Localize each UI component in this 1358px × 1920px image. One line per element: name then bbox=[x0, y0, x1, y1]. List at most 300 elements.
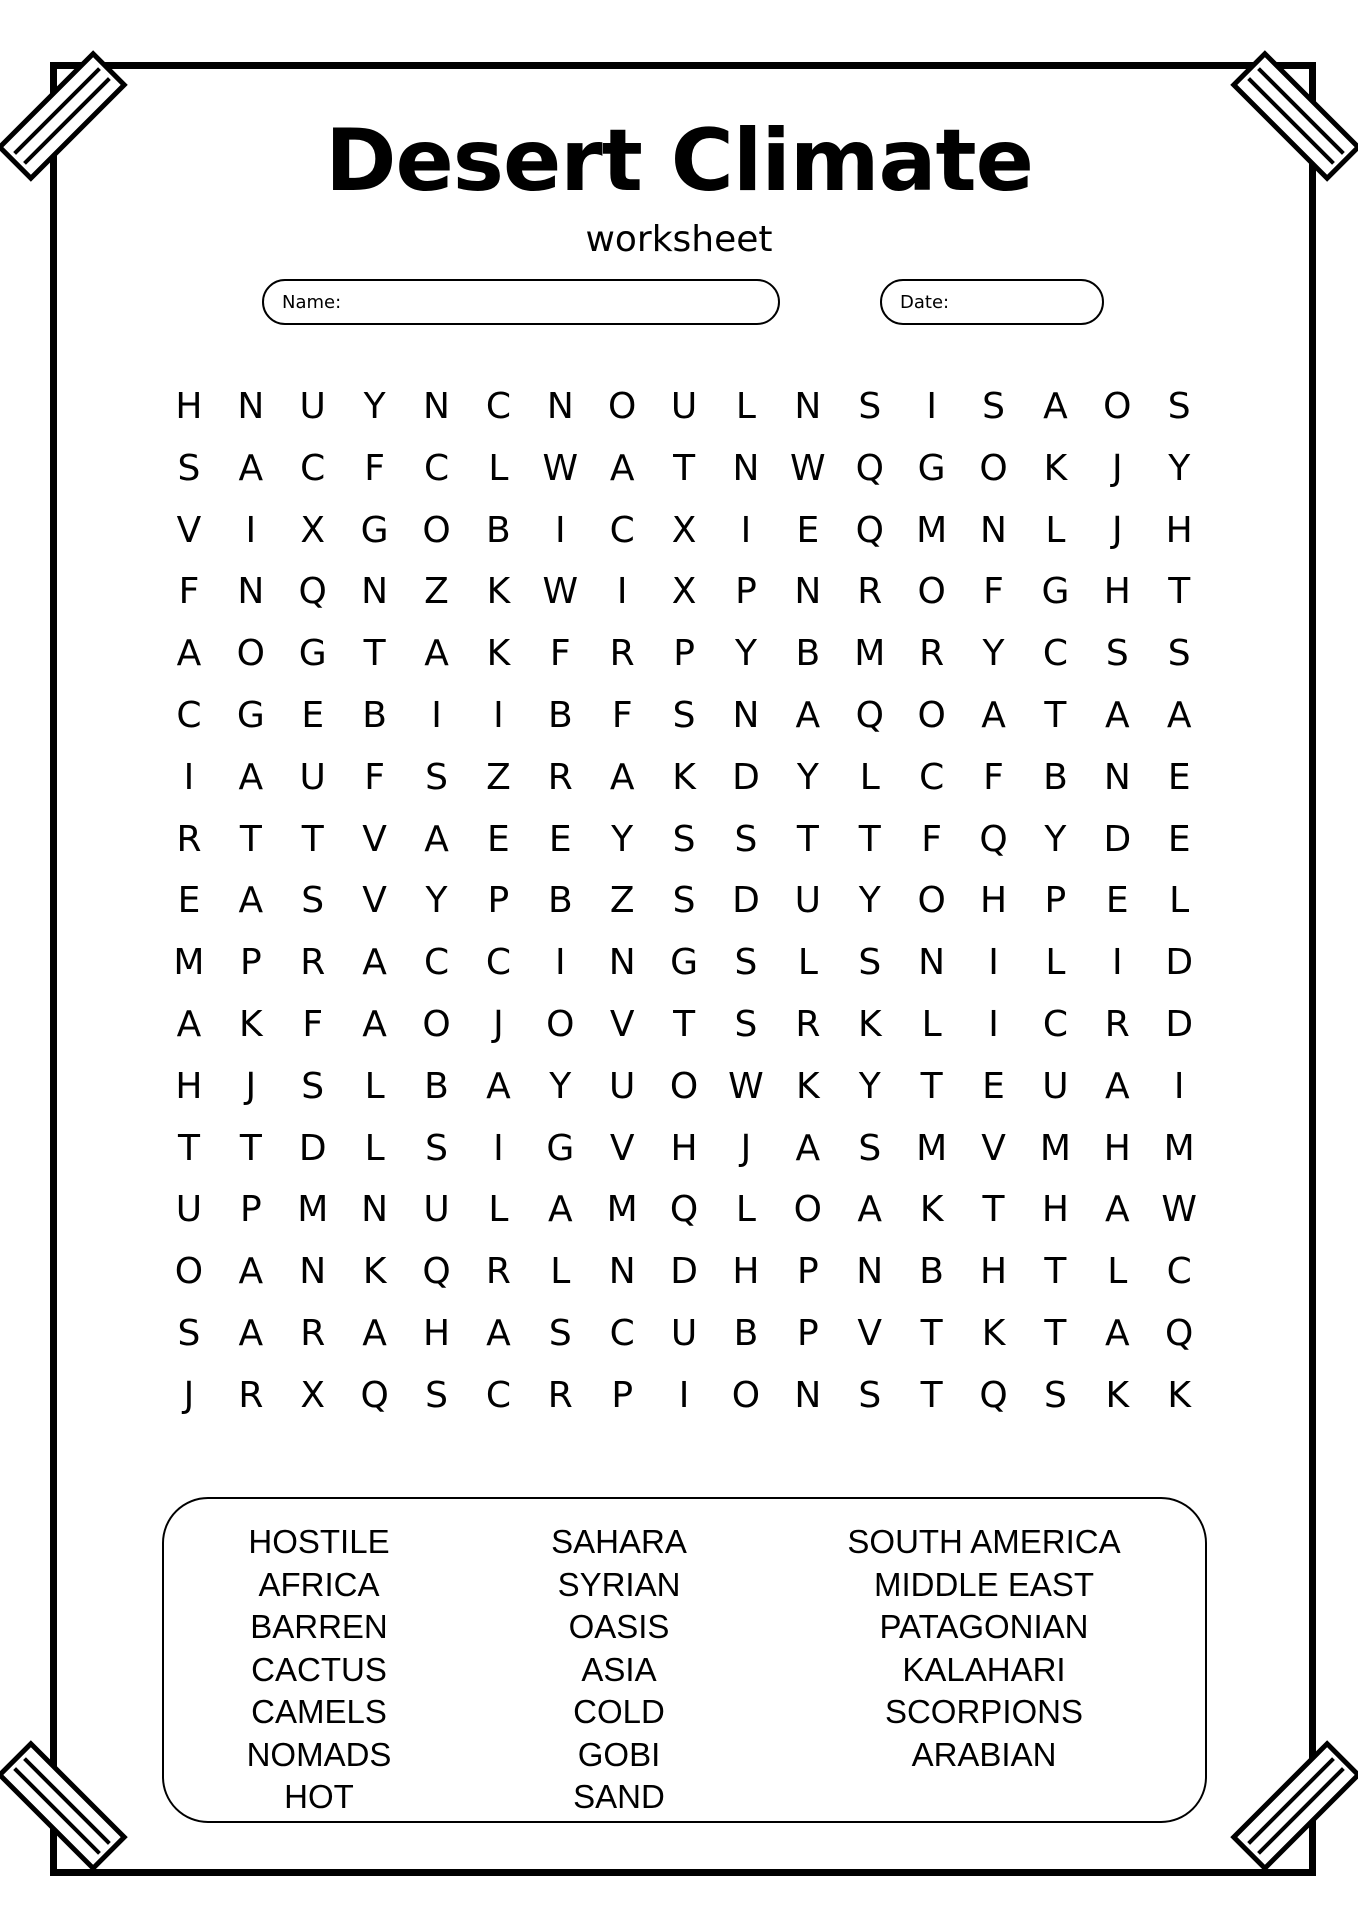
grid-letter[interactable]: M bbox=[1163, 1127, 1195, 1169]
grid-letter[interactable]: X bbox=[671, 571, 697, 613]
grid-letter[interactable]: S bbox=[548, 1312, 572, 1354]
grid-letter[interactable]: S bbox=[301, 880, 325, 922]
grid-letter[interactable]: S bbox=[425, 756, 448, 798]
grid-letter[interactable]: H bbox=[175, 1065, 203, 1107]
grid-letter[interactable]: P bbox=[735, 571, 757, 613]
grid-letter[interactable]: C bbox=[300, 447, 326, 489]
grid-letter[interactable]: J bbox=[493, 1003, 504, 1045]
grid-letter[interactable]: S bbox=[982, 386, 1005, 427]
grid-letter[interactable]: E bbox=[177, 880, 201, 922]
grid-letter[interactable]: V bbox=[362, 880, 387, 922]
grid-letter[interactable]: K bbox=[981, 1312, 1006, 1354]
grid-letter[interactable]: N bbox=[732, 694, 760, 736]
grid-letter[interactable]: H bbox=[1041, 1189, 1069, 1231]
grid-letter[interactable]: P bbox=[796, 1251, 819, 1293]
grid-letter[interactable]: E bbox=[301, 694, 325, 736]
grid-letter[interactable]: S bbox=[1167, 633, 1191, 675]
grid-letter[interactable]: R bbox=[795, 1003, 821, 1045]
grid-letter[interactable]: U bbox=[299, 386, 326, 427]
grid-letter[interactable]: B bbox=[486, 509, 511, 551]
grid-letter[interactable]: T bbox=[920, 1374, 943, 1416]
grid-letter[interactable]: Q bbox=[669, 1189, 699, 1231]
grid-letter[interactable]: I bbox=[493, 1127, 504, 1169]
grid-letter[interactable]: T bbox=[239, 818, 262, 860]
grid-letter[interactable]: V bbox=[981, 1127, 1006, 1169]
grid-letter[interactable]: J bbox=[1111, 509, 1123, 551]
grid-letter[interactable]: N bbox=[794, 571, 822, 613]
grid-letter[interactable]: A bbox=[609, 447, 635, 489]
grid-letter[interactable]: R bbox=[1104, 1003, 1130, 1045]
grid-letter[interactable]: F bbox=[921, 818, 942, 860]
grid-letter[interactable]: I bbox=[740, 509, 752, 551]
grid-letter[interactable]: A bbox=[176, 633, 202, 675]
grid-letter[interactable]: A bbox=[424, 818, 449, 860]
grid-letter[interactable]: T bbox=[920, 1312, 943, 1354]
grid-letter[interactable]: C bbox=[176, 694, 202, 736]
grid-letter[interactable]: Z bbox=[424, 571, 449, 613]
grid-letter[interactable]: R bbox=[238, 1374, 264, 1416]
grid-letter[interactable]: C bbox=[485, 386, 511, 427]
grid-letter[interactable]: S bbox=[177, 1312, 201, 1354]
grid-letter[interactable]: G bbox=[360, 509, 389, 551]
grid-letter[interactable]: B bbox=[362, 694, 387, 736]
grid-letter[interactable]: C bbox=[609, 509, 635, 551]
grid-letter[interactable]: J bbox=[245, 1065, 257, 1107]
grid-letter[interactable]: L bbox=[1045, 509, 1066, 551]
grid-letter[interactable]: G bbox=[670, 942, 699, 984]
grid-letter[interactable]: O bbox=[917, 571, 946, 613]
grid-letter[interactable]: F bbox=[178, 571, 200, 613]
grid-letter[interactable]: A bbox=[1043, 386, 1068, 427]
grid-letter[interactable]: Q bbox=[979, 818, 1008, 860]
grid-letter[interactable]: L bbox=[797, 942, 818, 984]
grid-letter[interactable]: D bbox=[1165, 942, 1194, 984]
grid-letter[interactable]: W bbox=[728, 1065, 764, 1107]
grid-letter[interactable]: A bbox=[795, 694, 821, 736]
grid-letter[interactable]: F bbox=[983, 756, 1004, 798]
grid-letter[interactable]: B bbox=[795, 633, 821, 675]
grid-letter[interactable]: Y bbox=[982, 633, 1005, 675]
grid-letter[interactable]: T bbox=[858, 818, 881, 860]
grid-letter[interactable]: L bbox=[550, 1251, 571, 1293]
grid-letter[interactable]: E bbox=[487, 818, 510, 860]
grid-letter[interactable]: N bbox=[546, 386, 574, 427]
grid-letter[interactable]: T bbox=[301, 818, 324, 860]
grid-letter[interactable]: C bbox=[919, 756, 945, 798]
grid-letter[interactable]: H bbox=[670, 1127, 698, 1169]
grid-letter[interactable]: Y bbox=[858, 1065, 881, 1107]
grid-letter[interactable]: A bbox=[362, 1312, 387, 1354]
grid-letter[interactable]: S bbox=[1043, 1374, 1067, 1416]
grid-letter[interactable]: U bbox=[670, 1312, 698, 1354]
grid-letter[interactable]: K bbox=[796, 1065, 820, 1107]
grid-letter[interactable]: A bbox=[486, 1312, 511, 1354]
grid-letter[interactable]: Q bbox=[855, 694, 884, 736]
grid-letter[interactable]: L bbox=[488, 447, 509, 489]
grid-letter[interactable]: A bbox=[238, 447, 264, 489]
grid-letter[interactable]: F bbox=[611, 694, 633, 736]
grid-letter[interactable]: G bbox=[298, 633, 327, 675]
grid-letter[interactable]: I bbox=[245, 509, 257, 551]
grid-letter[interactable]: C bbox=[423, 447, 450, 489]
grid-letter[interactable]: X bbox=[671, 509, 697, 551]
grid-letter[interactable]: R bbox=[547, 756, 573, 798]
word-item: HOSTILE bbox=[248, 1523, 390, 1560]
grid-letter[interactable]: E bbox=[1167, 818, 1191, 860]
grid-letter[interactable]: Q bbox=[855, 509, 884, 551]
grid-letter[interactable]: A bbox=[238, 880, 264, 922]
grid-letter[interactable]: C bbox=[1042, 1003, 1068, 1045]
grid-letter[interactable]: E bbox=[1167, 756, 1191, 798]
grid-letter[interactable]: C bbox=[485, 942, 511, 984]
grid-letter[interactable]: S bbox=[858, 1374, 882, 1416]
grid-letter[interactable]: P bbox=[487, 880, 510, 922]
grid-letter[interactable]: M bbox=[297, 1189, 329, 1231]
grid-letter[interactable]: F bbox=[364, 756, 385, 798]
grid-letter[interactable]: S bbox=[858, 386, 882, 427]
grid-letter[interactable]: E bbox=[796, 509, 820, 551]
grid-letter[interactable]: W bbox=[542, 571, 579, 613]
grid-letter[interactable]: R bbox=[609, 633, 635, 675]
grid-letter[interactable]: P bbox=[239, 942, 262, 984]
grid-letter[interactable]: R bbox=[857, 571, 883, 613]
grid-letter[interactable]: J bbox=[183, 1374, 195, 1416]
grid-letter[interactable]: N bbox=[237, 571, 265, 613]
grid-letter[interactable]: G bbox=[1041, 571, 1070, 613]
grid-letter[interactable]: O bbox=[546, 1003, 575, 1045]
grid-letter[interactable]: I bbox=[988, 1003, 999, 1045]
grid-letter[interactable]: J bbox=[1111, 447, 1123, 489]
word-list-column bbox=[194, 1521, 444, 1819]
grid-letter[interactable]: F bbox=[364, 447, 385, 489]
grid-letter[interactable]: C bbox=[1042, 633, 1068, 675]
grid-letter[interactable]: N bbox=[423, 386, 450, 427]
grid-letter[interactable]: Z bbox=[486, 756, 511, 798]
grid-letter[interactable]: Y bbox=[363, 386, 386, 427]
grid-letter[interactable]: V bbox=[362, 818, 387, 860]
grid-letter[interactable]: A bbox=[857, 1189, 883, 1231]
grid-letter[interactable]: H bbox=[175, 386, 203, 427]
grid-letter[interactable]: A bbox=[176, 1003, 202, 1045]
grid-letter[interactable]: O bbox=[669, 1065, 699, 1107]
grid-letter[interactable]: B bbox=[547, 880, 573, 922]
grid-letter[interactable]: V bbox=[609, 1003, 635, 1045]
grid-letter[interactable]: I bbox=[554, 509, 566, 551]
grid-letter[interactable]: B bbox=[547, 694, 573, 736]
name-field[interactable] bbox=[262, 279, 780, 325]
grid-letter[interactable]: L bbox=[1169, 880, 1190, 922]
grid-letter[interactable]: A bbox=[1104, 1189, 1130, 1231]
grid-letter[interactable]: T bbox=[673, 1003, 696, 1045]
grid-letter[interactable]: H bbox=[1103, 1127, 1131, 1169]
word-item: CACTUS bbox=[251, 1650, 387, 1688]
grid-letter[interactable]: N bbox=[237, 386, 265, 427]
grid-letter[interactable]: T bbox=[1168, 571, 1191, 613]
grid-letter[interactable]: C bbox=[423, 942, 450, 984]
grid-letter[interactable]: N bbox=[794, 1374, 822, 1416]
grid-letter[interactable]: K bbox=[239, 1003, 263, 1045]
grid-letter[interactable]: A bbox=[609, 756, 635, 798]
grid-letter[interactable]: P bbox=[239, 1189, 262, 1231]
grid-letter[interactable]: R bbox=[485, 1251, 511, 1293]
grid-letter[interactable]: U bbox=[794, 880, 822, 922]
grid-letter[interactable]: A bbox=[362, 942, 387, 984]
grid-letter[interactable]: C bbox=[609, 1312, 635, 1354]
grid-letter[interactable]: R bbox=[300, 942, 326, 984]
word-item: ARABIAN bbox=[911, 1735, 1057, 1773]
grid-letter[interactable]: T bbox=[1044, 694, 1067, 736]
grid-letter[interactable]: M bbox=[1039, 1127, 1071, 1169]
grid-letter[interactable]: K bbox=[672, 756, 696, 798]
grid-letter[interactable]: N bbox=[794, 386, 822, 427]
word-search-grid[interactable] bbox=[158, 376, 1210, 1427]
grid-letter[interactable]: M bbox=[916, 1127, 948, 1169]
grid-letter[interactable]: K bbox=[919, 1189, 944, 1231]
grid-letter[interactable]: S bbox=[858, 942, 882, 984]
grid-letter[interactable]: D bbox=[732, 756, 760, 798]
grid-letter[interactable]: U bbox=[1042, 1065, 1069, 1107]
grid-letter[interactable]: K bbox=[857, 1003, 882, 1045]
grid-letter[interactable]: H bbox=[1103, 571, 1131, 613]
grid-letter[interactable]: L bbox=[364, 1065, 385, 1107]
grid-letter[interactable]: V bbox=[857, 1312, 883, 1354]
grid-letter[interactable]: T bbox=[363, 633, 386, 675]
grid-letter[interactable]: P bbox=[611, 1374, 634, 1416]
grid-letter[interactable]: K bbox=[1043, 447, 1068, 489]
grid-letter[interactable]: O bbox=[917, 694, 946, 736]
grid-letter[interactable]: Y bbox=[796, 756, 819, 798]
grid-letter[interactable]: A bbox=[1104, 694, 1130, 736]
grid-letter[interactable]: U bbox=[175, 1189, 203, 1231]
grid-letter[interactable]: T bbox=[1044, 1251, 1067, 1293]
grid-letter[interactable]: A bbox=[486, 1065, 511, 1107]
grid-letter[interactable]: U bbox=[670, 386, 698, 427]
grid-letter[interactable]: C bbox=[485, 1374, 511, 1416]
grid-letter[interactable]: S bbox=[734, 942, 758, 984]
grid-letter[interactable]: K bbox=[486, 571, 511, 613]
grid-letter[interactable]: I bbox=[678, 1374, 690, 1416]
grid-letter[interactable]: X bbox=[300, 1374, 326, 1416]
grid-letter[interactable]: L bbox=[859, 756, 880, 798]
grid-letter[interactable]: P bbox=[1044, 880, 1067, 922]
grid-letter[interactable]: T bbox=[1044, 1312, 1067, 1354]
grid-letter[interactable]: M bbox=[916, 509, 948, 551]
grid-letter[interactable]: Q bbox=[855, 447, 884, 489]
grid-letter[interactable]: O bbox=[422, 1003, 451, 1045]
grid-letter[interactable]: O bbox=[731, 1374, 761, 1416]
grid-letter[interactable]: S bbox=[734, 818, 758, 860]
grid-letter[interactable]: A bbox=[547, 1189, 573, 1231]
grid-letter[interactable]: O bbox=[793, 1189, 823, 1231]
grid-letter[interactable]: Y bbox=[734, 633, 757, 675]
grid-letter[interactable]: R bbox=[919, 633, 945, 675]
grid-letter[interactable]: N bbox=[732, 447, 760, 489]
date-field[interactable] bbox=[880, 279, 1104, 325]
grid-letter[interactable]: K bbox=[362, 1251, 387, 1293]
grid-letter[interactable]: P bbox=[673, 633, 695, 675]
grid-letter[interactable]: N bbox=[361, 1189, 389, 1231]
grid-letter[interactable]: W bbox=[790, 447, 826, 489]
grid-letter[interactable]: P bbox=[796, 1312, 819, 1354]
grid-letter[interactable]: A bbox=[1104, 1312, 1130, 1354]
grid-letter[interactable]: Y bbox=[611, 818, 634, 860]
grid-letter[interactable]: A bbox=[1166, 694, 1192, 736]
grid-letter[interactable]: O bbox=[608, 386, 637, 427]
grid-letter[interactable]: S bbox=[177, 447, 201, 489]
grid-letter[interactable]: Y bbox=[549, 1065, 572, 1107]
grid-letter[interactable]: N bbox=[918, 942, 946, 984]
grid-letter[interactable]: S bbox=[1167, 386, 1191, 427]
grid-letter[interactable]: I bbox=[988, 942, 999, 984]
grid-letter[interactable]: I bbox=[431, 694, 442, 736]
grid-letter[interactable]: S bbox=[1105, 633, 1129, 675]
grid-letter[interactable]: S bbox=[734, 1003, 758, 1045]
word-item: AFRICA bbox=[258, 1565, 380, 1603]
word-item: SCORPIONS bbox=[884, 1693, 1084, 1730]
grid-letter[interactable]: T bbox=[796, 818, 819, 860]
grid-letter[interactable]: I bbox=[493, 694, 504, 736]
word-list-column bbox=[804, 1521, 1164, 1776]
grid-letter[interactable]: L bbox=[921, 1003, 942, 1045]
grid-letter[interactable]: O bbox=[917, 880, 946, 922]
grid-letter[interactable]: W bbox=[1161, 1189, 1197, 1231]
grid-letter[interactable]: V bbox=[609, 1127, 635, 1169]
grid-letter[interactable]: S bbox=[858, 1127, 882, 1169]
grid-letter[interactable]: A bbox=[795, 1127, 821, 1169]
grid-letter[interactable]: O bbox=[422, 509, 451, 551]
grid-letter[interactable]: A bbox=[362, 1003, 387, 1045]
grid-letter[interactable]: N bbox=[1103, 756, 1131, 798]
grid-letter[interactable]: F bbox=[983, 571, 1004, 613]
grid-letter[interactable]: I bbox=[926, 386, 937, 427]
grid-letter[interactable]: K bbox=[486, 633, 511, 675]
grid-letter[interactable]: S bbox=[425, 1374, 448, 1416]
grid-letter[interactable]: O bbox=[1103, 386, 1132, 427]
grid-letter[interactable]: Q bbox=[298, 571, 327, 613]
grid-letter[interactable]: A bbox=[1104, 1065, 1130, 1107]
grid-letter[interactable]: Y bbox=[1168, 447, 1191, 489]
grid-letter[interactable]: T bbox=[673, 447, 696, 489]
grid-letter[interactable]: H bbox=[1165, 509, 1193, 551]
grid-letter[interactable]: S bbox=[672, 694, 696, 736]
grid-letter[interactable]: H bbox=[979, 880, 1008, 922]
grid-letter[interactable]: F bbox=[549, 633, 571, 675]
grid-letter[interactable]: O bbox=[174, 1251, 204, 1293]
grid-letter[interactable]: Q bbox=[979, 1374, 1008, 1416]
grid-letter[interactable]: S bbox=[672, 818, 696, 860]
grid-letter[interactable]: M bbox=[854, 633, 886, 675]
grid-letter[interactable]: N bbox=[608, 942, 636, 984]
grid-letter[interactable]: E bbox=[982, 1065, 1005, 1107]
grid-letter[interactable]: L bbox=[735, 386, 756, 427]
grid-letter[interactable]: S bbox=[301, 1065, 325, 1107]
grid-letter[interactable]: L bbox=[735, 1189, 756, 1231]
grid-letter[interactable]: N bbox=[980, 509, 1007, 551]
grid-letter[interactable]: N bbox=[608, 1251, 636, 1293]
grid-letter[interactable]: A bbox=[424, 633, 449, 675]
grid-letter[interactable]: L bbox=[364, 1127, 385, 1169]
grid-letter[interactable]: J bbox=[740, 1127, 752, 1169]
grid-letter[interactable]: I bbox=[616, 571, 628, 613]
grid-letter[interactable]: T bbox=[239, 1127, 262, 1169]
grid-letter[interactable]: B bbox=[1043, 756, 1068, 798]
grid-letter[interactable]: I bbox=[554, 942, 566, 984]
grid-letter[interactable]: A bbox=[981, 694, 1006, 736]
grid-letter[interactable]: V bbox=[176, 509, 202, 551]
grid-letter[interactable]: L bbox=[488, 1189, 509, 1231]
grid-letter[interactable]: C bbox=[1166, 1251, 1192, 1293]
grid-letter[interactable]: O bbox=[236, 633, 265, 675]
grid-letter[interactable]: G bbox=[546, 1127, 575, 1169]
grid-letter[interactable]: Q bbox=[422, 1251, 451, 1293]
grid-letter[interactable]: N bbox=[856, 1251, 884, 1293]
grid-letter[interactable]: G bbox=[236, 694, 265, 736]
grid-letter[interactable]: N bbox=[299, 1251, 327, 1293]
grid-letter[interactable]: A bbox=[238, 756, 264, 798]
grid-letter[interactable]: E bbox=[1105, 880, 1129, 922]
grid-letter[interactable]: F bbox=[302, 1003, 324, 1045]
grid-letter[interactable]: R bbox=[547, 1374, 573, 1416]
grid-letter[interactable]: S bbox=[672, 880, 696, 922]
grid-letter[interactable]: L bbox=[1107, 1251, 1128, 1293]
grid-letter[interactable]: M bbox=[606, 1189, 638, 1231]
grid-letter[interactable]: Y bbox=[1044, 818, 1067, 860]
grid-letter[interactable]: B bbox=[919, 1251, 944, 1293]
grid-letter[interactable]: M bbox=[173, 942, 205, 984]
grid-letter[interactable]: L bbox=[1045, 942, 1066, 984]
grid-letter[interactable]: B bbox=[733, 1312, 759, 1354]
grid-letter[interactable]: S bbox=[425, 1127, 448, 1169]
grid-letter[interactable]: I bbox=[183, 756, 195, 798]
grid-letter[interactable]: U bbox=[299, 756, 326, 798]
grid-letter[interactable]: O bbox=[979, 447, 1008, 489]
grid-letter[interactable]: I bbox=[1173, 1065, 1185, 1107]
grid-letter[interactable]: U bbox=[609, 1065, 636, 1107]
grid-letter[interactable]: Q bbox=[360, 1374, 389, 1416]
grid-letter[interactable]: T bbox=[920, 1065, 943, 1107]
grid-letter[interactable]: Y bbox=[425, 880, 448, 922]
grid-letter[interactable]: U bbox=[423, 1189, 450, 1231]
grid-letter[interactable]: E bbox=[548, 818, 572, 860]
grid-letter[interactable]: R bbox=[176, 818, 202, 860]
grid-letter[interactable]: D bbox=[1165, 1003, 1194, 1045]
grid-letter[interactable]: Q bbox=[1165, 1312, 1194, 1354]
grid-letter[interactable]: A bbox=[238, 1251, 264, 1293]
grid-letter[interactable]: D bbox=[670, 1251, 698, 1293]
grid-letter[interactable]: R bbox=[300, 1312, 326, 1354]
grid-letter[interactable]: N bbox=[361, 571, 389, 613]
grid-letter[interactable]: K bbox=[1105, 1374, 1130, 1416]
grid-letter[interactable]: H bbox=[422, 1312, 451, 1354]
grid-letter[interactable]: W bbox=[542, 447, 579, 489]
grid-letter[interactable]: H bbox=[732, 1251, 760, 1293]
grid-letter[interactable]: K bbox=[1167, 1374, 1191, 1416]
grid-letter[interactable]: Z bbox=[609, 880, 635, 922]
grid-letter[interactable]: A bbox=[238, 1312, 264, 1354]
grid-letter[interactable]: D bbox=[732, 880, 760, 922]
grid-letter[interactable]: I bbox=[1111, 942, 1123, 984]
grid-letter[interactable]: D bbox=[1103, 818, 1132, 860]
grid-letter[interactable]: B bbox=[424, 1065, 449, 1107]
grid-letter[interactable]: X bbox=[300, 509, 326, 551]
grid-letter[interactable]: Y bbox=[858, 880, 881, 922]
grid-letter[interactable]: D bbox=[298, 1127, 327, 1169]
grid-letter[interactable]: T bbox=[982, 1189, 1005, 1231]
name-label: Name: bbox=[282, 291, 342, 313]
grid-letter[interactable]: T bbox=[177, 1127, 200, 1169]
grid-letter[interactable]: G bbox=[917, 447, 946, 489]
grid-letter[interactable]: H bbox=[979, 1251, 1008, 1293]
